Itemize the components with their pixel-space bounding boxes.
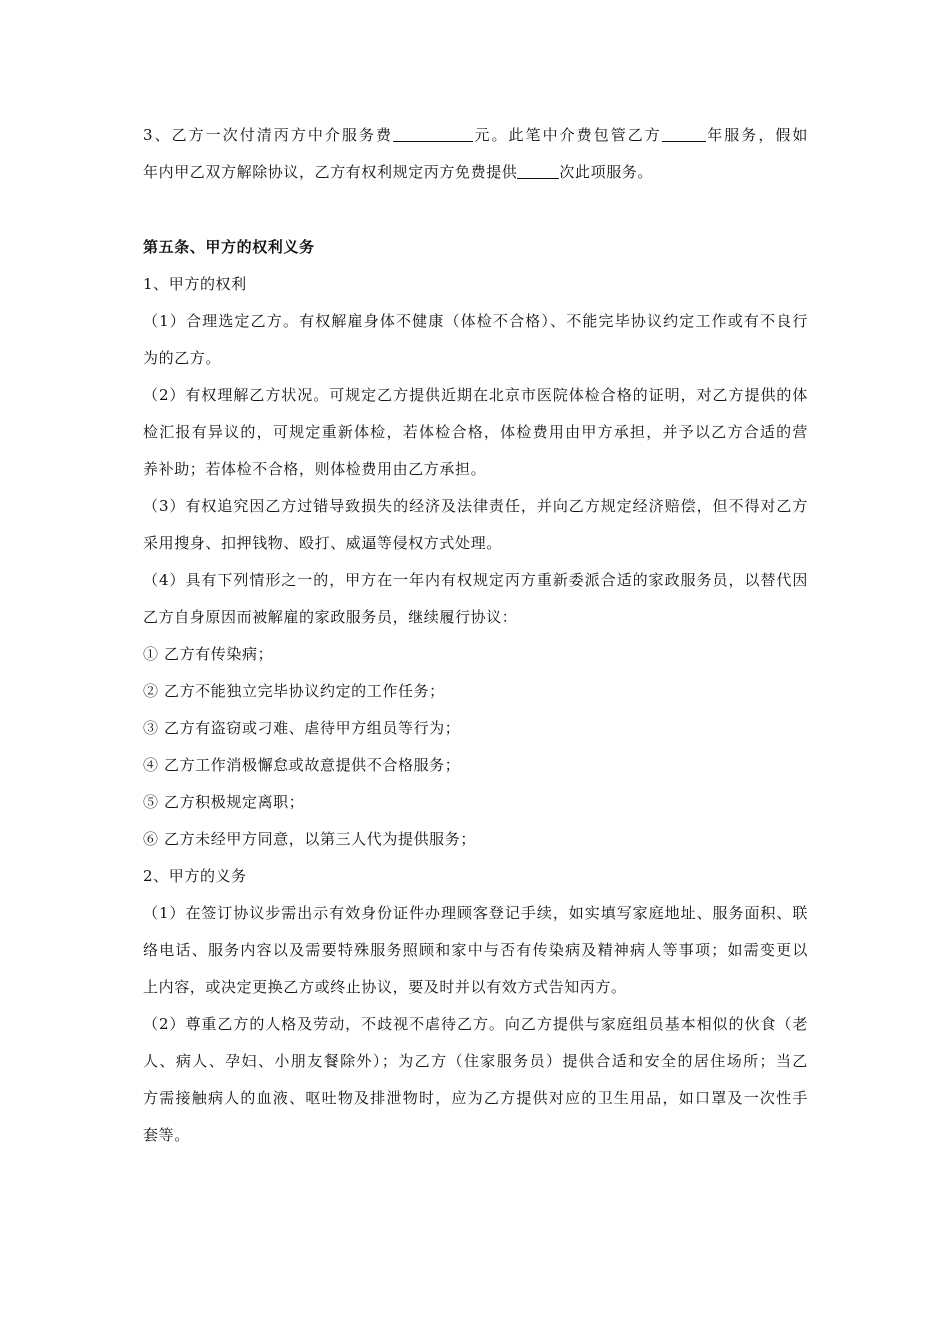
list-item: ③ 乙方有盗窃或刁难、虐待甲方组员等行为； <box>143 719 461 737</box>
service-years-blank <box>662 126 706 142</box>
duties-heading: 2、甲方的义务 <box>143 867 247 885</box>
list-item: ② 乙方不能独立完毕协议约定的工作任务； <box>143 682 445 700</box>
right-2-line1: （2）有权理解乙方状况。可规定乙方提供近期在北京市医院体检合格的证明，对乙方提供的体 <box>143 386 808 404</box>
right-3-line1: （3）有权追究因乙方过错导致损失的经济及法律责任，并向乙方规定经济赔偿，但不得对乙方 <box>143 497 808 515</box>
clause3-text-e: 次此项服务。 <box>559 163 654 181</box>
list-item: ⑥ 乙方未经甲方同意，以第三人代为提供服务； <box>143 830 476 848</box>
fee-amount-blank <box>393 126 473 142</box>
duty-1-line2: 络电话、服务内容以及需要特殊服务照顾和家中与否有传染病及精神病人等事项；如需变更以 <box>143 941 808 959</box>
section-title: 第五条、甲方的权利义务 <box>143 238 315 256</box>
duty-2-line3: 方需接触病人的血液、呕吐物及排泄物时，应为乙方提供对应的卫生用品，如口罩及一次性手 <box>143 1089 808 1107</box>
right-2-line3: 养补助；若体检不合格，则体检费用由乙方承担。 <box>143 460 487 478</box>
right-4-line1: （4）具有下列情形之一的，甲方在一年内有权规定丙方重新委派合适的家政服务员，以替代因 <box>143 571 808 589</box>
duty-2-line4: 套等。 <box>143 1126 190 1144</box>
rights-heading: 1、甲方的权利 <box>143 275 247 293</box>
list-item: ⑤ 乙方积极规定离职； <box>143 793 305 811</box>
clause3-line2 <box>143 154 808 191</box>
right-1-line2: 为的乙方。 <box>143 349 222 367</box>
clause3-text-b: 元。此笔中介费包管乙方 <box>473 126 662 144</box>
clause3-text-c: 年服务，假如 <box>705 126 808 144</box>
right-1-line1: （1）合理选定乙方。有权解雇身体不健康（体检不合格）、不能完毕协议约定工作或有不良行 <box>143 312 808 330</box>
duty-1-line1: （1）在签订协议步需出示有效身份证件办理顾客登记手续，如实填写家庭地址、服务面积、联 <box>143 904 808 922</box>
right-2-line2: 检汇报有异议的，可规定重新体检，若体检合格，体检费用由甲方承担，并予以乙方合适的营 <box>143 423 808 441</box>
clause3-text-d: 年内甲乙双方解除协议，乙方有权利规定丙方免费提供 <box>143 163 518 181</box>
right-4-line2: 乙方自身原因而被解雇的家政服务员，继续履行协议： <box>143 608 518 626</box>
duty-2-line1: （2）尊重乙方的人格及劳动，不歧视不虐待乙方。向乙方提供与家庭组员基本相似的伙食（老 <box>143 1015 808 1033</box>
list-item: ④ 乙方工作消极懈怠或故意提供不合格服务； <box>143 756 461 774</box>
duty-2-line2: 人、病人、孕妇、小朋友餐除外）；为乙方（住家服务员）提供合适和安全的居住场所；当乙 <box>143 1052 808 1070</box>
free-times-blank <box>517 163 559 179</box>
clause3-line1 <box>143 117 808 154</box>
right-3-line2: 采用搜身、扣押钱物、殴打、威逼等侵权方式处理。 <box>143 534 502 552</box>
document-body <box>143 117 808 1154</box>
duty-1-line3: 上内容，或决定更换乙方或终止协议，要及时并以有效方式告知丙方。 <box>143 978 627 996</box>
list-item: ① 乙方有传染病； <box>143 645 274 663</box>
clause3-text-a: 3、乙方一次付清丙方中介服务费 <box>143 126 394 144</box>
